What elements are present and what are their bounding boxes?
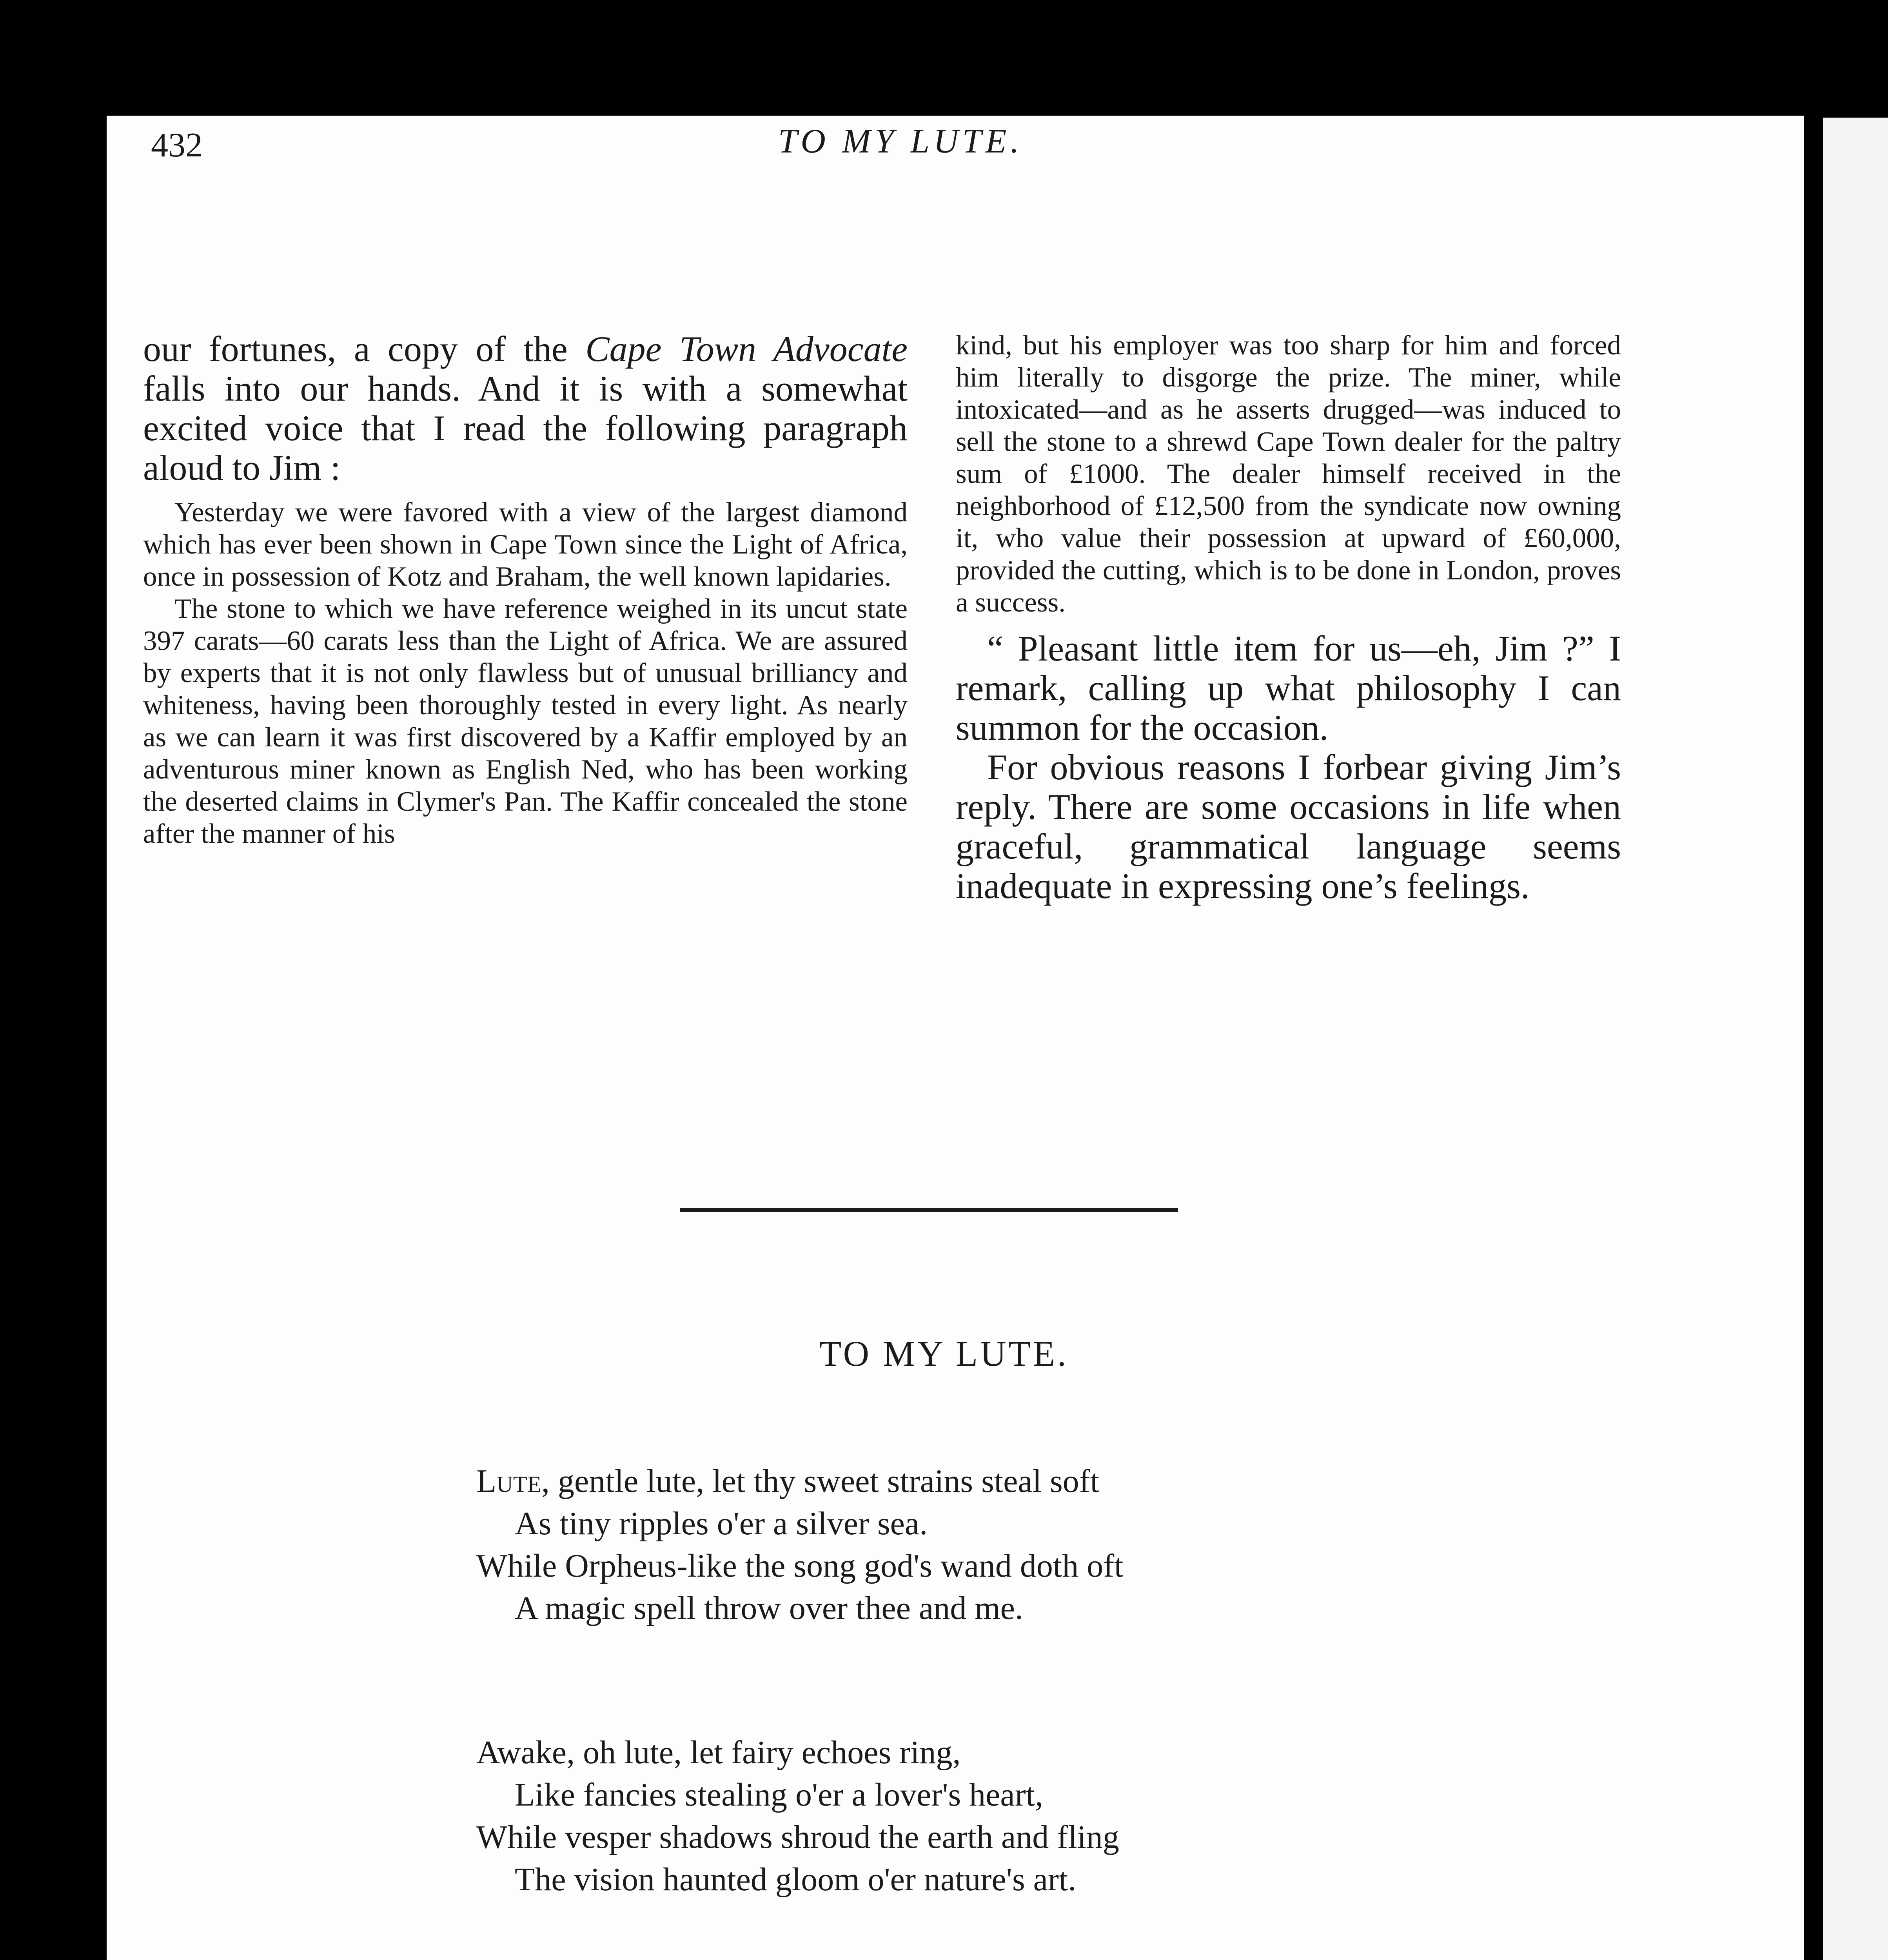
left-column — [143, 329, 908, 850]
body-paragraph: For obvious reasons I forbear giving Jim’s reply. There are some occasions in life when graceful, grammatical language seems inadequate in expressing one’s feelings. — [956, 747, 1621, 906]
quoted-paragraph: The stone to which we have reference weighed in its uncut state 397 carats—60 carats less than the Light of Africa. We are assured by experts that it is not only flawless but of unusual brilliancy and whiteness, having been thoroughly tested in every light. As nearly as we can learn it was first discovered by a Kaffir employed by an adventurous miner known as English Ned, who has been working the deserted claims in Clymer's Pan. The Kaffir concealed the stone after the manner of his — [143, 593, 908, 849]
stanza — [476, 1731, 1535, 1901]
quoted-paragraph-continued: kind, but his employer was too sharp for him and forced him literally to disgorge the prize. The miner, while intoxicated—and as he asserts drugged—was induced to sell the stone to a shrewd Cape Town dealer for the paltry sum of £1000. The dealer himself received in the neighborhood of £12,500 from the syndicate now owning it, who value their possession at upward of £60,000, provided the cutting, which is to be done in London, proves a success. — [956, 330, 1621, 618]
right-column — [956, 329, 1621, 906]
stanza — [476, 1460, 1535, 1630]
poem-title: TO MY LUTE. — [819, 1334, 1069, 1374]
intro-paragraph: our fortunes, a copy of the Cape Town Advocate falls into our hands. And it is with a somewhat excited voice that I read the following paragraph aloud to Jim : — [143, 329, 908, 488]
newspaper-name: Cape Town Advocate — [585, 329, 908, 369]
page-number: 432 — [151, 126, 203, 164]
poem-line: Lute, gentle lute, let thy sweet strains steal soft — [476, 1463, 1099, 1499]
running-title: TO MY LUTE. — [778, 122, 1023, 160]
poem-line: As tiny ripples o'er a silver sea. — [515, 1505, 928, 1542]
poem-line: Like fancies stealing o'er a lover's heart, — [515, 1777, 1044, 1813]
poem-line: While Orpheus-like the song god's wand doth oft — [476, 1548, 1124, 1584]
poem — [476, 1460, 1535, 1960]
quoted-paragraph: Yesterday we were favored with a view of the largest diamond which has ever been shown in Cape Town since the Light of Africa, once in possession of Kotz and Braham, the well known lapidaries. — [143, 497, 908, 592]
poem-line: Awake, oh lute, let fairy echoes ring, — [476, 1734, 961, 1771]
adjacent-page-edge — [1823, 118, 1888, 1960]
body-paragraph: “ Pleasant little item for us—eh, Jim ?” I remark, calling up what philosophy I can summon for the occasion. — [956, 628, 1621, 748]
poem-line: The vision haunted gloom o'er nature's art. — [515, 1861, 1077, 1898]
poem-line: While vesper shadows shroud the earth and fling — [476, 1819, 1119, 1855]
section-divider — [680, 1208, 1178, 1212]
poem-line: A magic spell throw over thee and me. — [515, 1590, 1023, 1626]
